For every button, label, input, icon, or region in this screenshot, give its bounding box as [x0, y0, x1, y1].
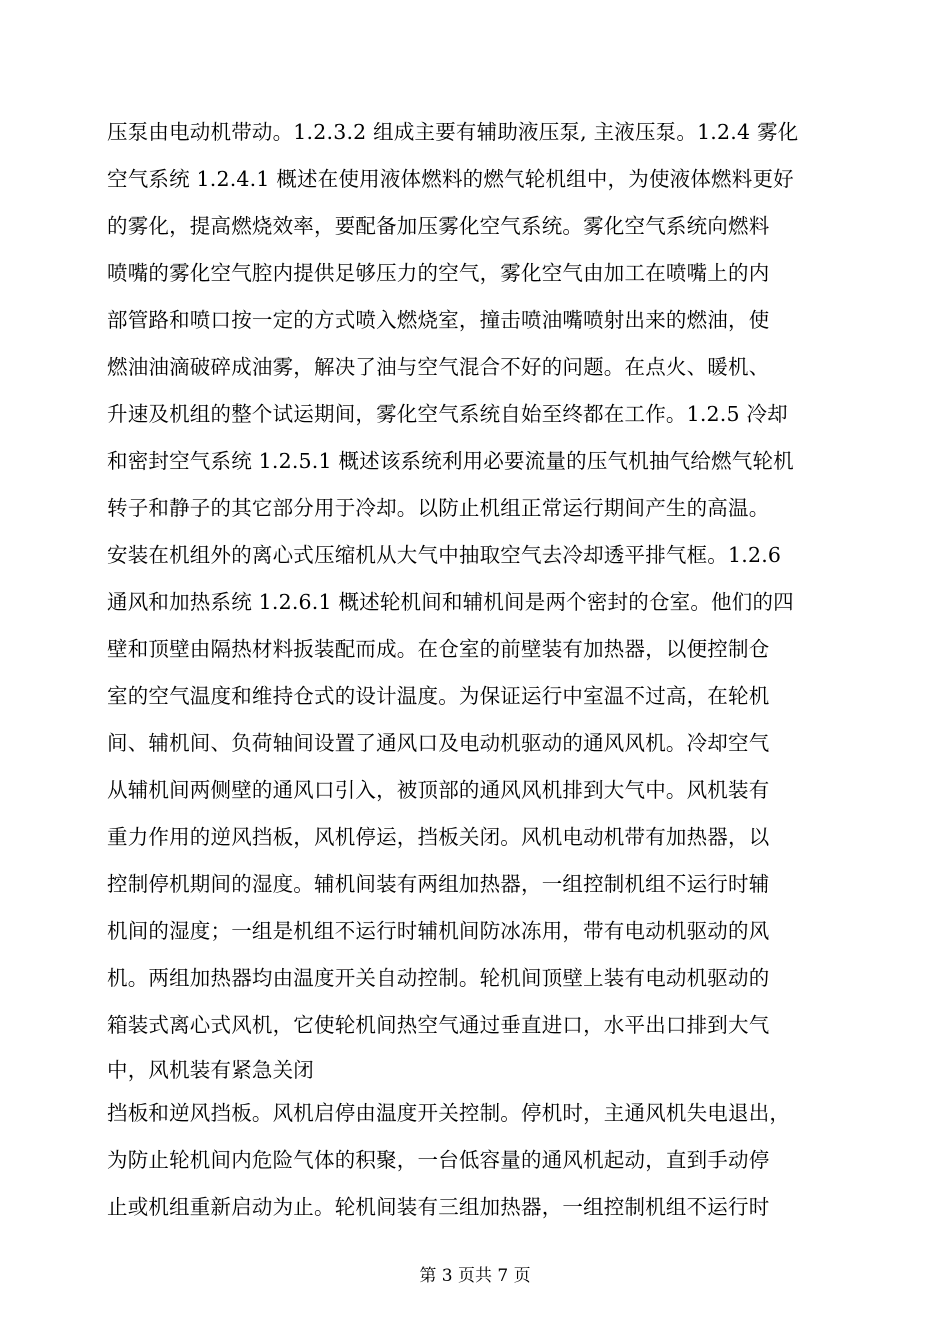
text-line: 机间的湿度；一组是机组不运行时辅机间防冰冻用，带有电动机驱动的风: [107, 919, 770, 943]
text-line: 为防止轮机间内危险气体的积聚，一台低容量的通风机起动，直到手动停: [107, 1148, 770, 1172]
text-line: 燃油油滴破碎成油雾，解决了油与空气混合不好的问题。在点火、暖机、: [107, 355, 770, 379]
text-line: 间、辅机间、负荷轴间设置了通风口及电动机驱动的通风风机。冷却空气: [107, 731, 770, 755]
text-line: 的雾化，提高燃烧效率，要配备加压雾化空气系统。雾化空气系统向燃料: [107, 214, 770, 238]
page-number-footer: 第 3 页共 7 页: [419, 1266, 531, 1286]
text-line: 壁和顶壁由隔热材料扳装配而成。在仓室的前壁装有加热器，以便控制仓: [107, 637, 770, 661]
text-line: 止或机组重新启动为止。轮机间装有三组加热器，一组控制机组不运行时: [107, 1195, 770, 1219]
text-line: 部管路和喷口按一定的方式喷入燃烧室，撞击喷油嘴喷射出来的燃油，使: [107, 308, 770, 332]
text-line: 通风和加热系统 1.2.6.1 概述轮机间和辅机间是两个密封的仓室。他们的四: [107, 590, 794, 614]
text-line: 空气系统 1.2.4.1 概述在使用液体燃料的燃气轮机组中，为使液体燃料更好: [107, 167, 794, 191]
text-line: 中，风机装有紧急关闭: [107, 1058, 314, 1082]
text-line: 压泵由电动机带动。1.2.3.2 组成主要有辅助液压泵, 主液压泵。1.2.4 雾化: [107, 120, 799, 144]
text-line: 安装在机组外的离心式压缩机从大气中抽取空气去冷却透平排气框。1.2.6: [107, 543, 782, 567]
text-line: 从辅机间两侧壁的通风口引入，被顶部的通风风机排到大气中。风机装有: [107, 778, 770, 802]
text-line: 机。两组加热器均由温度开关自动控制。轮机间顶壁上装有电动机驱动的: [107, 966, 770, 990]
text-line: 室的空气温度和维持仓式的设计温度。为保证运行中室温不过高，在轮机: [107, 684, 770, 708]
text-line: 重力作用的逆风挡板，风机停运，挡板关闭。风机电动机带有加热器，以: [107, 825, 770, 849]
text-line: 升速及机组的整个试运期间，雾化空气系统自始至终都在工作。1.2.5 冷却: [107, 402, 788, 426]
text-line: 喷嘴的雾化空气腔内提供足够压力的空气，雾化空气由加工在喷嘴上的内: [107, 261, 770, 285]
text-line: 挡板和逆风挡板。风机启停由温度开关控制。停机时，主通风机失电退出，: [107, 1101, 791, 1125]
text-line: 转子和静子的其它部分用于冷却。以防止机组正常运行期间产生的高温。: [107, 496, 770, 520]
text-line: 控制停机期间的湿度。辅机间装有两组加热器，一组控制机组不运行时辅: [107, 872, 770, 896]
text-line: 箱装式离心式风机，它使轮机间热空气通过垂直进口，水平出口排到大气: [107, 1013, 770, 1037]
text-line: 和密封空气系统 1.2.5.1 概述该系统利用必要流量的压气机抽气给燃气轮机: [107, 449, 794, 473]
